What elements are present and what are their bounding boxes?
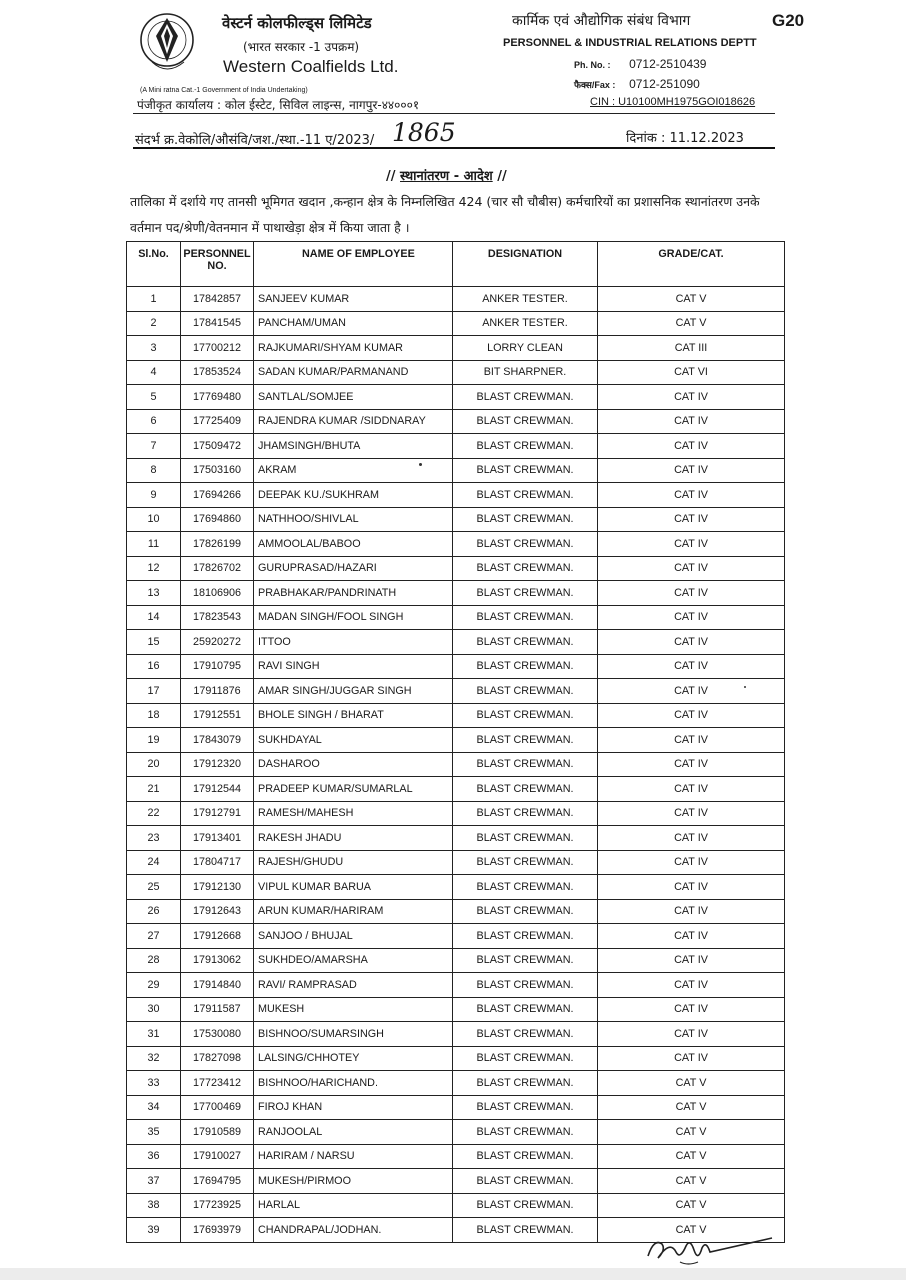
grade-cell: CAT V [598, 1218, 785, 1243]
personnel-no-cell: 17912551 [181, 703, 254, 728]
stray-mark [744, 686, 746, 688]
table-row [127, 581, 785, 606]
table-row [127, 458, 785, 483]
fax-line [574, 77, 700, 91]
sl-no-cell: 21 [127, 777, 181, 802]
personnel-no-cell: 17914840 [181, 973, 254, 998]
designation-cell: BLAST CREWMAN. [453, 1022, 598, 1047]
designation-cell: BLAST CREWMAN. [453, 801, 598, 826]
personnel-no-cell: 17912791 [181, 801, 254, 826]
signature [640, 1232, 775, 1268]
designation-cell: BLAST CREWMAN. [453, 1120, 598, 1145]
grade-cell: CAT IV [598, 826, 785, 851]
org-subtitle-hindi: (भारत सरकार -1 उपक्रम) [243, 40, 360, 54]
employee-name-cell: SADAN KUMAR/PARMANAND [254, 360, 453, 385]
employee-name-cell: RAVI/ RAMPRASAD [254, 973, 453, 998]
designation-cell: BLAST CREWMAN. [453, 973, 598, 998]
sl-no-cell: 7 [127, 434, 181, 459]
personnel-no-cell: 17700212 [181, 336, 254, 361]
order-title-text: स्थानांतरण - आदेश [400, 169, 493, 184]
sl-no-cell: 4 [127, 360, 181, 385]
grade-cell: CAT IV [598, 556, 785, 581]
grade-cell: CAT VI [598, 360, 785, 385]
personnel-no-cell: 17912643 [181, 899, 254, 924]
department-english: PERSONNEL & INDUSTRIAL RELATIONS DEPTT [503, 37, 757, 49]
personnel-no-cell: 17912130 [181, 875, 254, 900]
sl-no-cell: 8 [127, 458, 181, 483]
personnel-no-cell: 17910795 [181, 654, 254, 679]
personnel-no-cell: 17853524 [181, 360, 254, 385]
table-row [127, 875, 785, 900]
order-title [386, 166, 507, 184]
header-divider [133, 113, 775, 114]
sl-no-cell: 39 [127, 1218, 181, 1243]
designation-cell: BLAST CREWMAN. [453, 728, 598, 753]
employee-name-cell: ARUN KUMAR/HARIRAM [254, 899, 453, 924]
personnel-no-cell: 25920272 [181, 630, 254, 655]
header-sl-no: Sl.No. [127, 242, 181, 287]
table-row [127, 850, 785, 875]
grade-cell: CAT IV [598, 973, 785, 998]
table-header-row [127, 242, 785, 287]
grade-cell: CAT IV [598, 581, 785, 606]
table-row [127, 654, 785, 679]
table-row [127, 605, 785, 630]
designation-cell: ANKER TESTER. [453, 287, 598, 312]
personnel-no-cell: 17910027 [181, 1144, 254, 1169]
table-row [127, 899, 785, 924]
employee-name-cell: DEEPAK KU./SUKHRAM [254, 483, 453, 508]
employee-name-cell: MUKESH/PIRMOO [254, 1169, 453, 1194]
personnel-no-cell: 17912668 [181, 924, 254, 949]
table-row [127, 948, 785, 973]
grade-cell: CAT V [598, 1144, 785, 1169]
registered-office: पंजीकृत कार्यालय : कोल ईस्टेट, सिविल लाइन्स, नागपुर-४४०००१ [137, 98, 420, 112]
personnel-no-cell: 17804717 [181, 850, 254, 875]
personnel-no-cell: 17694266 [181, 483, 254, 508]
designation-cell: BLAST CREWMAN. [453, 826, 598, 851]
sl-no-cell: 9 [127, 483, 181, 508]
designation-cell: BIT SHARPNER. [453, 360, 598, 385]
employee-name-cell: GURUPRASAD/HAZARI [254, 556, 453, 581]
grade-cell: CAT IV [598, 728, 785, 753]
personnel-no-cell: 17912544 [181, 777, 254, 802]
personnel-no-cell: 17694795 [181, 1169, 254, 1194]
employee-table [126, 241, 785, 1243]
table-row [127, 287, 785, 312]
sl-no-cell: 12 [127, 556, 181, 581]
sl-no-cell: 35 [127, 1120, 181, 1145]
employee-name-cell: NATHHOO/SHIVLAL [254, 507, 453, 532]
employee-name-cell: SUKHDAYAL [254, 728, 453, 753]
sl-no-cell: 11 [127, 532, 181, 557]
personnel-no-cell: 17913401 [181, 826, 254, 851]
personnel-no-cell: 18106906 [181, 581, 254, 606]
designation-cell: BLAST CREWMAN. [453, 409, 598, 434]
sl-no-cell: 24 [127, 850, 181, 875]
grade-cell: CAT V [598, 1169, 785, 1194]
grade-cell: CAT IV [598, 875, 785, 900]
order-date: दिनांक : 11.12.2023 [626, 131, 744, 146]
table-row [127, 997, 785, 1022]
sl-no-cell: 13 [127, 581, 181, 606]
designation-cell: BLAST CREWMAN. [453, 630, 598, 655]
grade-cell: CAT V [598, 287, 785, 312]
grade-cell: CAT IV [598, 385, 785, 410]
grade-cell: CAT III [598, 336, 785, 361]
table-row [127, 311, 785, 336]
table-row [127, 752, 785, 777]
personnel-no-cell: 17913062 [181, 948, 254, 973]
table-row [127, 1046, 785, 1071]
personnel-no-cell: 17769480 [181, 385, 254, 410]
designation-cell: BLAST CREWMAN. [453, 434, 598, 459]
designation-cell: BLAST CREWMAN. [453, 581, 598, 606]
personnel-no-cell: 17503160 [181, 458, 254, 483]
employee-name-cell: PANCHAM/UMAN [254, 311, 453, 336]
personnel-no-cell: 17530080 [181, 1022, 254, 1047]
fax-label: फैक्स/Fax : [574, 80, 616, 90]
table-row [127, 1120, 785, 1145]
grade-cell: CAT IV [598, 532, 785, 557]
personnel-no-cell: 17911587 [181, 997, 254, 1022]
header-designation: DESIGNATION [453, 242, 598, 287]
employee-name-cell: ITTOO [254, 630, 453, 655]
employee-name-cell: RAKESH JHADU [254, 826, 453, 851]
reference-text: संदर्भ क्र.वेकोलि/औसंवि/जश./स्था.-11 ए/2023/ [135, 133, 375, 148]
employee-name-cell: RAMESH/MAHESH [254, 801, 453, 826]
employee-name-cell: SUKHDEO/AMARSHA [254, 948, 453, 973]
grade-cell: CAT IV [598, 1022, 785, 1047]
grade-cell: CAT IV [598, 507, 785, 532]
reference-number: 1865 [392, 118, 456, 147]
designation-cell: BLAST CREWMAN. [453, 924, 598, 949]
designation-cell: BLAST CREWMAN. [453, 850, 598, 875]
org-tagline: (A Mini ratna Cat.-1 Government of India Undertaking) [140, 87, 308, 94]
org-name-hindi: वेस्टर्न कोलफील्ड्स लिमिटेड [222, 14, 372, 32]
sl-no-cell: 38 [127, 1193, 181, 1218]
designation-cell: BLAST CREWMAN. [453, 752, 598, 777]
sl-no-cell: 23 [127, 826, 181, 851]
grade-cell: CAT IV [598, 948, 785, 973]
grade-cell: CAT V [598, 311, 785, 336]
personnel-no-cell: 17723412 [181, 1071, 254, 1096]
employee-name-cell: MUKESH [254, 997, 453, 1022]
org-name-english: Western Coalfields Ltd. [223, 57, 399, 76]
sl-no-cell: 1 [127, 287, 181, 312]
sl-no-cell: 36 [127, 1144, 181, 1169]
employee-name-cell: JHAMSINGH/BHUTA [254, 434, 453, 459]
header-personnel-no: PERSONNEL NO. [181, 242, 254, 287]
grade-cell: CAT V [598, 1120, 785, 1145]
table-row [127, 924, 785, 949]
table-row [127, 483, 785, 508]
header-grade: GRADE/CAT. [598, 242, 785, 287]
sl-no-cell: 2 [127, 311, 181, 336]
order-title-suffix: // [492, 169, 507, 184]
sl-no-cell: 18 [127, 703, 181, 728]
table-row [127, 556, 785, 581]
employee-name-cell: RAJKUMARI/SHYAM KUMAR [254, 336, 453, 361]
sl-no-cell: 6 [127, 409, 181, 434]
table-row [127, 1022, 785, 1047]
designation-cell: BLAST CREWMAN. [453, 458, 598, 483]
personnel-no-cell: 17723925 [181, 1193, 254, 1218]
employee-name-cell: SANTLAL/SOMJEE [254, 385, 453, 410]
designation-cell: BLAST CREWMAN. [453, 899, 598, 924]
table-row [127, 826, 785, 851]
table-body [127, 287, 785, 1243]
grade-cell: CAT IV [598, 409, 785, 434]
personnel-no-cell: 17912320 [181, 752, 254, 777]
employee-name-cell: DASHAROO [254, 752, 453, 777]
table-row [127, 409, 785, 434]
designation-cell: BLAST CREWMAN. [453, 703, 598, 728]
grade-cell: CAT IV [598, 458, 785, 483]
sl-no-cell: 17 [127, 679, 181, 704]
employee-name-cell: SANJEEV KUMAR [254, 287, 453, 312]
sl-no-cell: 20 [127, 752, 181, 777]
designation-cell: BLAST CREWMAN. [453, 875, 598, 900]
personnel-no-cell: 17827098 [181, 1046, 254, 1071]
sl-no-cell: 28 [127, 948, 181, 973]
designation-cell: BLAST CREWMAN. [453, 777, 598, 802]
employee-name-cell: VIPUL KUMAR BARUA [254, 875, 453, 900]
personnel-no-cell: 17694860 [181, 507, 254, 532]
personnel-no-cell: 17842857 [181, 287, 254, 312]
designation-cell: BLAST CREWMAN. [453, 654, 598, 679]
table-row [127, 801, 785, 826]
reference-divider [133, 147, 775, 149]
header-employee-name: NAME OF EMPLOYEE [254, 242, 453, 287]
table-row [127, 973, 785, 998]
sl-no-cell: 37 [127, 1169, 181, 1194]
phone-label: Ph. No. : [574, 60, 611, 70]
designation-cell: BLAST CREWMAN. [453, 385, 598, 410]
order-title-prefix: // [386, 169, 401, 184]
employee-name-cell: LALSING/CHHOTEY [254, 1046, 453, 1071]
employee-name-cell: MADAN SINGH/FOOL SINGH [254, 605, 453, 630]
personnel-no-cell: 17509472 [181, 434, 254, 459]
designation-cell: BLAST CREWMAN. [453, 556, 598, 581]
personnel-no-cell: 17826702 [181, 556, 254, 581]
grade-cell: CAT IV [598, 630, 785, 655]
sl-no-cell: 27 [127, 924, 181, 949]
designation-cell: BLAST CREWMAN. [453, 605, 598, 630]
sl-no-cell: 26 [127, 899, 181, 924]
employee-name-cell: RAJESH/GHUDU [254, 850, 453, 875]
designation-cell: BLAST CREWMAN. [453, 997, 598, 1022]
grade-cell: CAT IV [598, 1046, 785, 1071]
personnel-no-cell: 17843079 [181, 728, 254, 753]
table-row [127, 1169, 785, 1194]
sl-no-cell: 5 [127, 385, 181, 410]
personnel-no-cell: 17910589 [181, 1120, 254, 1145]
employee-name-cell: HARIRAM / NARSU [254, 1144, 453, 1169]
employee-name-cell: BHOLE SINGH / BHARAT [254, 703, 453, 728]
order-intro: तालिका में दर्शाये गए तानसी भूमिगत खदान ,कन्हान क्षेत्र के निम्नलिखित 424 (चार सौ चौबीस) कर्मचारियों का प्रशासनिक स्थानांतरण उनके वर्तमान पद/श्रेणी/वेतनमान में पाथाखेड़ा क्षेत्र में किया जाता है । [130, 194, 760, 235]
table-row [127, 1071, 785, 1096]
personnel-no-cell: 17823543 [181, 605, 254, 630]
table-row [127, 1144, 785, 1169]
employee-name-cell: RANJOOLAL [254, 1120, 453, 1145]
table-row [127, 360, 785, 385]
table-row [127, 728, 785, 753]
grade-cell: CAT V [598, 1193, 785, 1218]
employee-name-cell: RAJENDRA KUMAR /SIDDNARAY [254, 409, 453, 434]
grade-cell: CAT IV [598, 703, 785, 728]
department-hindi: कार्मिक एवं औद्योगिक संबंध विभाग [512, 13, 691, 29]
employee-name-cell: AMMOOLAL/BABOO [254, 532, 453, 557]
sl-no-cell: 31 [127, 1022, 181, 1047]
employee-name-cell: HARLAL [254, 1193, 453, 1218]
sl-no-cell: 14 [127, 605, 181, 630]
stray-mark [419, 463, 422, 466]
grade-cell: CAT IV [598, 801, 785, 826]
sl-no-cell: 22 [127, 801, 181, 826]
table-row [127, 434, 785, 459]
grade-cell: CAT V [598, 1071, 785, 1096]
phone-line [574, 57, 706, 71]
employee-name-cell: FIROJ KHAN [254, 1095, 453, 1120]
table-row [127, 385, 785, 410]
table-row [127, 1095, 785, 1120]
table-row [127, 532, 785, 557]
sl-no-cell: 15 [127, 630, 181, 655]
designation-cell: LORRY CLEAN [453, 336, 598, 361]
sl-no-cell: 34 [127, 1095, 181, 1120]
grade-cell: CAT IV [598, 850, 785, 875]
employee-name-cell: AKRAM [254, 458, 453, 483]
sl-no-cell: 32 [127, 1046, 181, 1071]
designation-cell: BLAST CREWMAN. [453, 1169, 598, 1194]
table-row [127, 507, 785, 532]
grade-cell: CAT IV [598, 605, 785, 630]
sl-no-cell: 29 [127, 973, 181, 998]
designation-cell: ANKER TESTER. [453, 311, 598, 336]
grade-cell: CAT IV [598, 679, 785, 704]
sl-no-cell: 10 [127, 507, 181, 532]
designation-cell: BLAST CREWMAN. [453, 1144, 598, 1169]
designation-cell: BLAST CREWMAN. [453, 483, 598, 508]
employee-name-cell: BISHNOO/HARICHAND. [254, 1071, 453, 1096]
grade-cell: CAT IV [598, 654, 785, 679]
sl-no-cell: 25 [127, 875, 181, 900]
table-row [127, 679, 785, 704]
grade-cell: CAT IV [598, 924, 785, 949]
table-row [127, 1193, 785, 1218]
designation-cell: BLAST CREWMAN. [453, 532, 598, 557]
personnel-no-cell: 17911876 [181, 679, 254, 704]
personnel-no-cell: 17693979 [181, 1218, 254, 1243]
designation-cell: BLAST CREWMAN. [453, 1046, 598, 1071]
designation-cell: BLAST CREWMAN. [453, 679, 598, 704]
grade-cell: CAT IV [598, 434, 785, 459]
sl-no-cell: 33 [127, 1071, 181, 1096]
designation-cell: BLAST CREWMAN. [453, 1095, 598, 1120]
table-row [127, 777, 785, 802]
employee-name-cell: SANJOO / BHUJAL [254, 924, 453, 949]
grade-cell: CAT IV [598, 777, 785, 802]
personnel-no-cell: 17826199 [181, 532, 254, 557]
page-bottom-edge [0, 1268, 906, 1280]
coal-india-logo [138, 6, 196, 86]
g20-logo: G20 [772, 11, 805, 30]
table-row [127, 336, 785, 361]
designation-cell: BLAST CREWMAN. [453, 507, 598, 532]
cin-number: CIN : U10100MH1975GOI018626 [590, 96, 756, 108]
personnel-no-cell: 17725409 [181, 409, 254, 434]
employee-name-cell: PRADEEP KUMAR/SUMARLAL [254, 777, 453, 802]
designation-cell: BLAST CREWMAN. [453, 948, 598, 973]
employee-name-cell: PRABHAKAR/PANDRINATH [254, 581, 453, 606]
phone-number: 0712-2510439 [629, 57, 707, 71]
grade-cell: CAT V [598, 1095, 785, 1120]
designation-cell: BLAST CREWMAN. [453, 1218, 598, 1243]
sl-no-cell: 30 [127, 997, 181, 1022]
designation-cell: BLAST CREWMAN. [453, 1071, 598, 1096]
grade-cell: CAT IV [598, 899, 785, 924]
employee-name-cell: CHANDRAPAL/JODHAN. [254, 1218, 453, 1243]
employee-name-cell: BISHNOO/SUMARSINGH [254, 1022, 453, 1047]
grade-cell: CAT IV [598, 752, 785, 777]
table-row [127, 703, 785, 728]
personnel-no-cell: 17700469 [181, 1095, 254, 1120]
employee-name-cell: AMAR SINGH/JUGGAR SINGH [254, 679, 453, 704]
personnel-no-cell: 17841545 [181, 311, 254, 336]
grade-cell: CAT IV [598, 483, 785, 508]
sl-no-cell: 16 [127, 654, 181, 679]
grade-cell: CAT IV [598, 997, 785, 1022]
table-row [127, 630, 785, 655]
fax-number: 0712-251090 [629, 77, 700, 91]
designation-cell: BLAST CREWMAN. [453, 1193, 598, 1218]
sl-no-cell: 19 [127, 728, 181, 753]
sl-no-cell: 3 [127, 336, 181, 361]
employee-name-cell: RAVI SINGH [254, 654, 453, 679]
